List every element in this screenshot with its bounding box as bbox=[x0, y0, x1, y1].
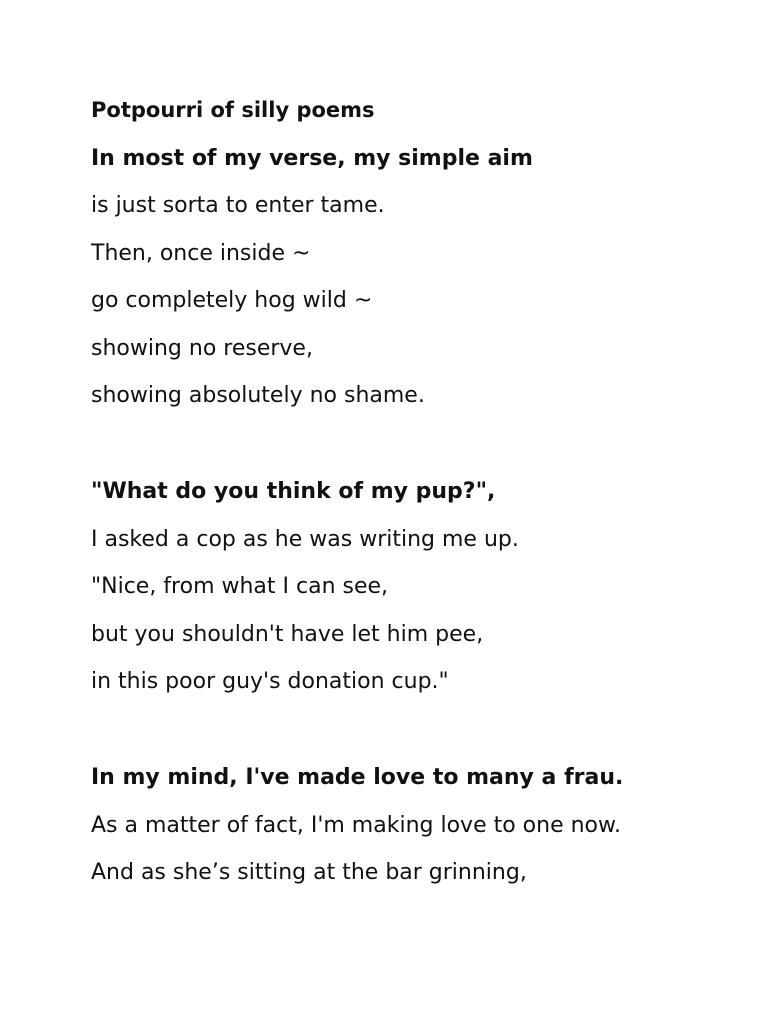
poem-line: "What do you think of my pup?", bbox=[91, 479, 496, 505]
document-title: Potpourri of silly poems bbox=[91, 98, 375, 122]
poem-line: In most of my verse, my simple aim bbox=[91, 145, 533, 171]
poem-line: And as she’s sitting at the bar grinning, bbox=[91, 860, 527, 886]
poem-line: I asked a cop as he was writing me up. bbox=[91, 526, 519, 552]
document-page bbox=[91, 94, 731, 905]
poem-line: showing no reserve, bbox=[91, 335, 313, 361]
poem-line: go completely hog wild ~ bbox=[91, 288, 373, 314]
stanza-1 bbox=[91, 143, 731, 429]
poem-line: in this poor guy's donation cup." bbox=[91, 669, 449, 695]
stanza-2 bbox=[91, 476, 731, 714]
poem-line: As a matter of fact, I'm making love to one now. bbox=[91, 812, 621, 838]
poem-line: but you shouldn't have let him pee, bbox=[91, 621, 484, 647]
stanza-spacer bbox=[91, 714, 731, 762]
poem-line: Then, once inside ~ bbox=[91, 240, 311, 266]
stanza-3 bbox=[91, 762, 731, 905]
poem-line: "Nice, from what I can see, bbox=[91, 574, 389, 600]
stanza-spacer bbox=[91, 428, 731, 476]
poem-line: In my mind, I've made love to many a frau. bbox=[91, 765, 624, 791]
poem-line: is just sorta to enter tame. bbox=[91, 193, 385, 219]
poem-line: showing absolutely no shame. bbox=[91, 383, 425, 409]
